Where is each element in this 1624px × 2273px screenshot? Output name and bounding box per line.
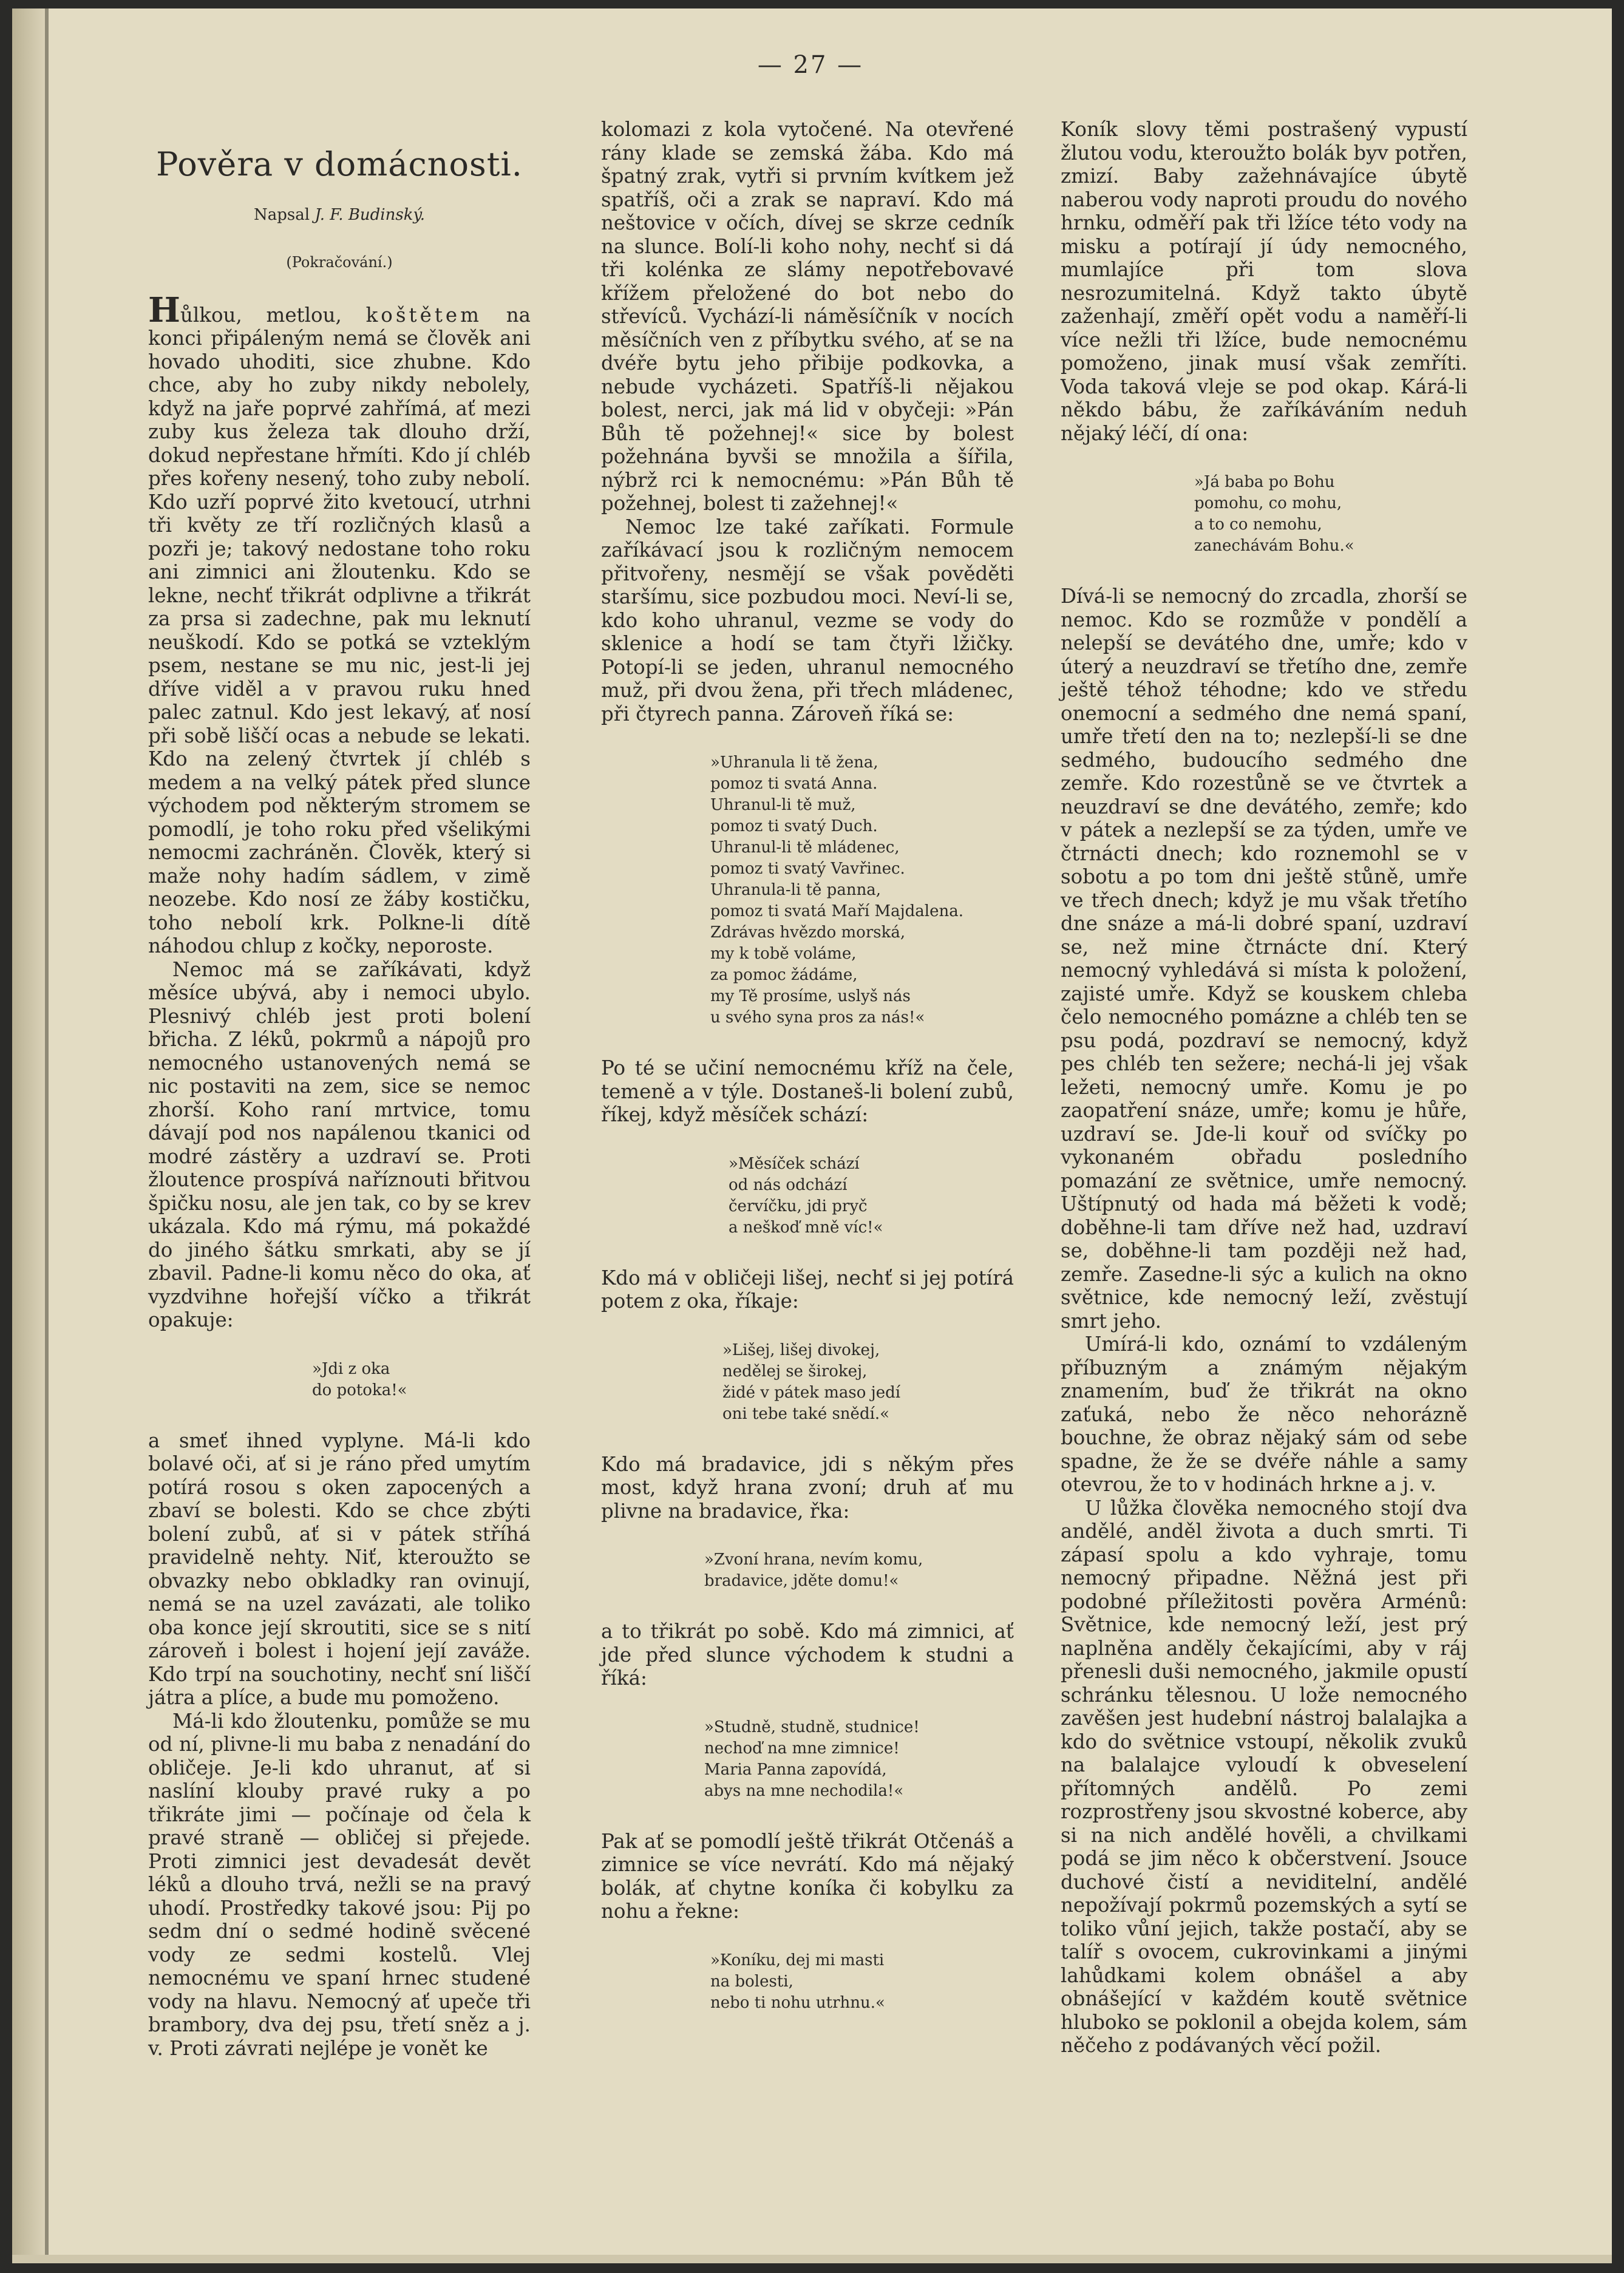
paragraph: Má-li kdo žloutenku, pomůže se mu od ní, plivne-li mu baba z nenadání do obličeje. Je-li kdo uhranut, ať si naslíní klouby pravé ruky a po třikráte jimi — počínaje od čela k pravé straně — obličej si přejede. Proti zimnici jest devadesát devět léků a dlouho trvá, nežli se na pravý uhodí. Prostředky takové jsou: Pij po sedm dní o sedmé hodině svěcené vody ze sedmi kostelů. Vlej nemocnému ve spaní hrnec studené vody na hlavu. Nemocný ať upeče tři brambory, dva dej psu, třetí sněz a j. v. Proti závrati nejlépe je vonět ke — [148, 1709, 531, 2060]
drop-cap: H — [148, 290, 180, 330]
continuation-note: (Pokračování.) — [286, 254, 393, 271]
verse-line: zanechávám Bohu.« — [1194, 537, 1354, 555]
verse-line: bradavice, jděte domu!« — [704, 1572, 899, 1590]
verse-line: a neškoď mně víc!« — [729, 1218, 883, 1237]
verse-block — [601, 1153, 1014, 1238]
byline — [148, 203, 531, 227]
verse-line: nedělej se širokej, — [722, 1362, 868, 1381]
paragraph: Umírá-li kdo, oznámí to vzdáleným příbuzným a známým nějakým znamením, buď že třikrát na okno zaťuká, nebo že něco nehorázně bouchne, že obraz nějaký sám od sebe spadne, že že se dvéře náhle a samy otevrou, že to v hodinách hrkne a j. v. — [1061, 1333, 1467, 1496]
verse-line: červíčku, jdi pryč — [729, 1197, 868, 1215]
verse-line: u svého syna pros za nás!« — [710, 1008, 925, 1027]
verse-line: Uhranul-li tě mládenec, — [710, 838, 900, 857]
paragraph: Koník slovy těmi postrašený vypustí žlutou vodu, kteroužto bolák byv potřen, zmizí. Baby zažehnávajíce úbytě naberou vody naproti proudu do nového hrnku, odměří pak tři lžíce této vody na misku a potírají jí údy nemocného, mumlajíce při tom slova nesrozumitelná. Když takto úbytě zaženhají, změří opět vodu a naměří-li více nežli tři lžíce, bude nemocnému pomoženo, jinak musí však zemříti. Voda taková vleje se pod okap. Kárá-li někdo bábu, že zaříkáváním neduh nějaký léčí, dí ona: — [1061, 118, 1467, 445]
page-bottom-edge — [12, 2255, 1612, 2263]
author-name: J. F. Budinský. — [314, 205, 425, 224]
verse-block — [601, 1717, 1014, 1802]
paragraph: a to třikrát po sobě. Kdo má zimnici, ať jde před slunce východem k studni a říká: — [601, 1620, 1014, 1690]
verse-block — [601, 752, 1014, 1028]
verse-line: »Jdi z oka — [312, 1359, 390, 1378]
column-1 — [148, 145, 531, 2060]
verse-line: židé v pátek maso jedí — [722, 1383, 901, 1402]
verse-line: pomoz ti svatý Duch. — [710, 817, 878, 835]
verse-line: pomohu, co mohu, — [1194, 494, 1342, 512]
spaced-word: koštětem — [365, 303, 482, 327]
paragraph: kolomazi z kola vytočené. Na otevřené rány klade se zemská žába. Kdo má špatný zrak, vytři si prvním kvítkem jež spatříš, oči a zrak se napraví. Kdo má neštovice v očích, dívej se skrze cedník na slunce. Bolí-li koho nohy, nechť si dá tři kolénka ze slámy nepotřebovavé křížem přeložené do bot nebo do střevíců. Vychází-li náměsíčník v nocích měsíčních ven z příbytku svého, ať se na dvéře bytu jeho přibije podkovka, a nebude vycházeti. Spatříš-li nějakou bolest, nerci, jak má lid v obyčeji: »Pán Bůh tě požehnej!« sice by bolest požehnána byvši se množila a šířila, nýbrž rci k nemocnému: »Pán Bůh tě požehnej, bolest ti zažehnej!« — [601, 118, 1014, 515]
verse-block — [601, 1340, 1014, 1425]
paragraph: Nemoc lze také zaříkati. Formule zaříkávací jsou k rozličným nemocem přitvořeny, nesmějí se však pověděti staršímu, sice pozbudou moci. Neví-li se, kdo koho uhranul, vezme se vody do sklenice a hodí se tam čtyři lžičky. Potopí-li se jeden, uhranul nemocného muž, při dvou žena, při třech mládenec, při čtyrech panna. Zároveň říká se: — [601, 515, 1014, 725]
article-title: Pověra v domácnosti. — [156, 145, 523, 183]
page — [12, 8, 1612, 2263]
page-number: — 27 — — [757, 51, 864, 79]
paragraph: Pak ať se pomodlí ještě třikrát Otčenáš a zimnice se více nevrátí. Kdo má nějaký bolák, ať chytne koníka či kobylku za nohu a řekne: — [601, 1829, 1014, 1923]
verse-line: Maria Panna zapovídá, — [704, 1760, 887, 1779]
verse-block — [1061, 472, 1467, 557]
verse-line: nebo ti nohu utrhnu.« — [710, 1993, 885, 2012]
verse-line: »Uhranula li tě žena, — [710, 753, 878, 772]
byline-prefix: Napsal — [254, 205, 310, 224]
verse-line: pomoz ti svatá Maří Majdalena. — [710, 902, 964, 920]
paragraph — [148, 290, 531, 958]
paragraph: Kdo má v obličeji lišej, nechť si jej potírá potem z oka, říkaje: — [601, 1266, 1014, 1313]
verse-line: za pomoc žádáme, — [710, 966, 858, 984]
verse-line: Uhranula-li tě panna, — [710, 881, 882, 899]
verse-line: a to co nemohu, — [1194, 515, 1322, 534]
verse-line: »Měsíček schází — [729, 1154, 860, 1173]
verse-line: »Koníku, dej mi masti — [710, 1951, 885, 1969]
verse-line: pomoz ti svatá Anna. — [710, 775, 878, 793]
paragraph-text: na konci připáleným nemá se člověk ani hovado uhoditi, sice zhubne. Kdo chce, aby ho zuby nikdy nebolely, když na jaře poprvé zahřímá, ať mezi zuby kus železa tak dlouho drží, dokud nepřestane hřmíti. Kdo jí chléb přes kořeny nesený, toho zuby nebolí. Kdo uzří poprvé žito kvetoucí, utrhni tři květy ze tří rozličných klasů a pozři je; takový nedostane toho roku ani zimnici ani žloutenku. Kdo se lekne, nechť třikrát odplivne a třikrát za prsa si zadechne, pak mu leknutí neuškodí. Kdo se potká se vzteklým psem, nestane se mu nic, jest-li jej dříve viděl a v pravou ruku hned palec zatnul. Kdo jest lekavý, ať nosí při sobě liščí ocas a nebude se lekati. Kdo na zelený čtvrtek jí chléb s medem a na velký pátek před slunce východem pod některým stromem se pomodlí, je toho roku před všelikými nemocmi zachráněn. Člověk, který si maže nohy hadím sádlem, v zimě neozebe. Kdo nosí ze žáby kostičku, toho nebolí krk. Polkne-li dítě náhodou chlup z kočky, neporoste. — [148, 303, 531, 957]
verse-block — [601, 1950, 1014, 2014]
verse-line: do potoka!« — [312, 1381, 407, 1399]
verse-line: abys na mne nechodila!« — [704, 1781, 904, 1800]
paragraph: Kdo má bradavice, jdi s někým přes most, když hrana zvoní; druh ať mu plivne na bradavice, řka: — [601, 1452, 1014, 1523]
page-binding-edge — [12, 8, 47, 2263]
paragraph: U lůžka člověka nemocného stojí dva andělé, anděl života a duch smrti. Ti zápasí spolu a kdo vyhraje, tomu nemocný připadne. Něžná jest při podobné příležitosti pověra Arménů: Světnice, kde nemocný leží, jest prý naplněna anděly čekajícími, aby v ráj přenesli duši nemocného, jakmile opustí schránku tělesnou. U lože nemocného zavěšen jest hudební nástroj balalajka a kdo do světnice vstoupí, několik zvuků na balalajce vyloudí k obveselení přítomných andělů. Po zemi rozprostřeny jsou skvostné koberce, aby si na nich andělé hověli, a chvilkami podá se jim něco k občerstvení. Jsouce duchové čistí a neviditelní, andělé nepožívají pokrmů pozemských a sytí se toliko vůní jejich, takže postačí, aby se talíř s ovocem, cukrovinkami a jinými lahůdkami kolem obnášel a aby obnášející v každém koutě světnice hluboko se poklonil a obejda kolem, sám něčeho z podávaných věcí požil. — [1061, 1496, 1467, 2057]
verse-line: pomoz ti svatý Vavřinec. — [710, 860, 905, 878]
paragraph: Po té se učiní nemocnému kříž na čele, temeně a v týle. Dostaneš-li bolení zubů, říkej, když měsíček schází: — [601, 1056, 1014, 1126]
verse-line: »Já baba po Bohu — [1194, 473, 1335, 491]
paragraph: Nemoc má se zaříkávati, když měsíce ubývá, aby i nemoci ubylo. Plesnivý chléb jest proti bolení břicha. Z léků, pokrmů a nápojů pro nemocného ustanovených nemá se nic postaviti na zem, sice se nemoc zhorší. Koho raní mrtvice, tomu dávají pod nos napálenou tkanici od modré zástěry a uzdraví se. Proti žloutence prospívá naříznouti břitvou špičku nosu, ale jen tak, co by se krev ukázala. Kdo má rýmu, má pokaždé do jiného šátku smrkati, aby se jí zbavil. Padne-li komu něco do oka, ať vyzdvihne hořejší víčko a třikrát opakuje: — [148, 957, 531, 1331]
verse-block — [148, 1359, 531, 1401]
verse-block — [601, 1549, 1014, 1592]
verse-line: »Zvoní hrana, nevím komu, — [704, 1551, 923, 1569]
verse-line: oni tebe také snědí.« — [722, 1404, 890, 1423]
paragraph: a smeť ihned vyplyne. Má-li kdo bolavé oči, ať si je ráno před umytím potírá rosou s oken zapocených a zbaví se bolesti. Kdo se chce zbýti bolení zubů, ať si v pátek stříhá pravidelně nehty. Niť, kteroužto se obvazky nebo obkladky ran ovinují, nemá se na uzel zavázati, ale toliko oba konce její skroutiti, sice se s nití zároveň i bolest i hojení její zaváže. Kdo trpí na souchotiny, nechť sní liščí játra a plíce, a bude mu pomoženo. — [148, 1429, 531, 1709]
verse-line: nechoď na mne zimnice! — [704, 1739, 900, 1758]
verse-line: »Studně, studně, studnice! — [704, 1717, 920, 1736]
verse-line: od nás odchází — [729, 1175, 848, 1194]
verse-line: my k tobě voláme, — [710, 945, 857, 963]
verse-line: Uhranul-li tě muž, — [710, 796, 856, 814]
column-3 — [1061, 118, 1467, 2057]
verse-line: na bolesti, — [710, 1972, 793, 1991]
verse-line: Zdrávas hvězdo morská, — [710, 923, 906, 942]
paragraph: Dívá-li se nemocný do zrcadla, zhorší se nemoc. Kdo se rozmůže v pondělí a nelepší se devátého dne, umře; kdo v úterý a neuzdraví se třetího dne, zemře ještě téhož téhodne; kdo ve středu onemocní a sedmého dne nemá spaní, umře třetí den na to; nezlepší-li se dne sedmého, budoucího sedmého dne zemře. Kdo rozestůně se ve čtvrtek a neuzdraví se dne devátého, zemře; kdo v pátek a nezlepší se za týden, umře ve čtrnácti dnech; kdo roznemohl se v sobotu a po tom dni ještě stůně, umře ve třech dnech; když je mu však třetího dne snáze a má-li dobré spaní, uzdraví se, než mine čtrnácte dní. Který nemocný vyhledává si místa k položení, zajisté umře. Když se kouskem chleba čelo nemocného pomázne a chléb ten se psu podá, pozdraví se nemocný, když pes chléb ten sežere; nechá-li jej však ležeti, nemocný umře. Komu je po zaopatření snáze, umře; komu je hůře, uzdraví se. Jde-li kouř od svíčky po vykonaném obřadu posledního pomazání ze světnice, umře nemocný. Uštípnutý od hada má běžeti k vodě; doběhne-li tam dříve než had, uzdraví se, doběhne-li tam později než had, zemře. Zasedne-li sýc a kulich na okno světnice, kde nemocný leží, zvěstují smrt jeho. — [1061, 585, 1467, 1333]
verse-line: »Lišej, lišej divokej, — [722, 1340, 880, 1359]
binding-rule — [45, 8, 49, 2263]
column-2 — [601, 118, 1014, 2042]
verse-line: my Tě prosíme, uslyš nás — [710, 987, 911, 1005]
paragraph-text: ůlkou, metlou, — [180, 303, 366, 327]
